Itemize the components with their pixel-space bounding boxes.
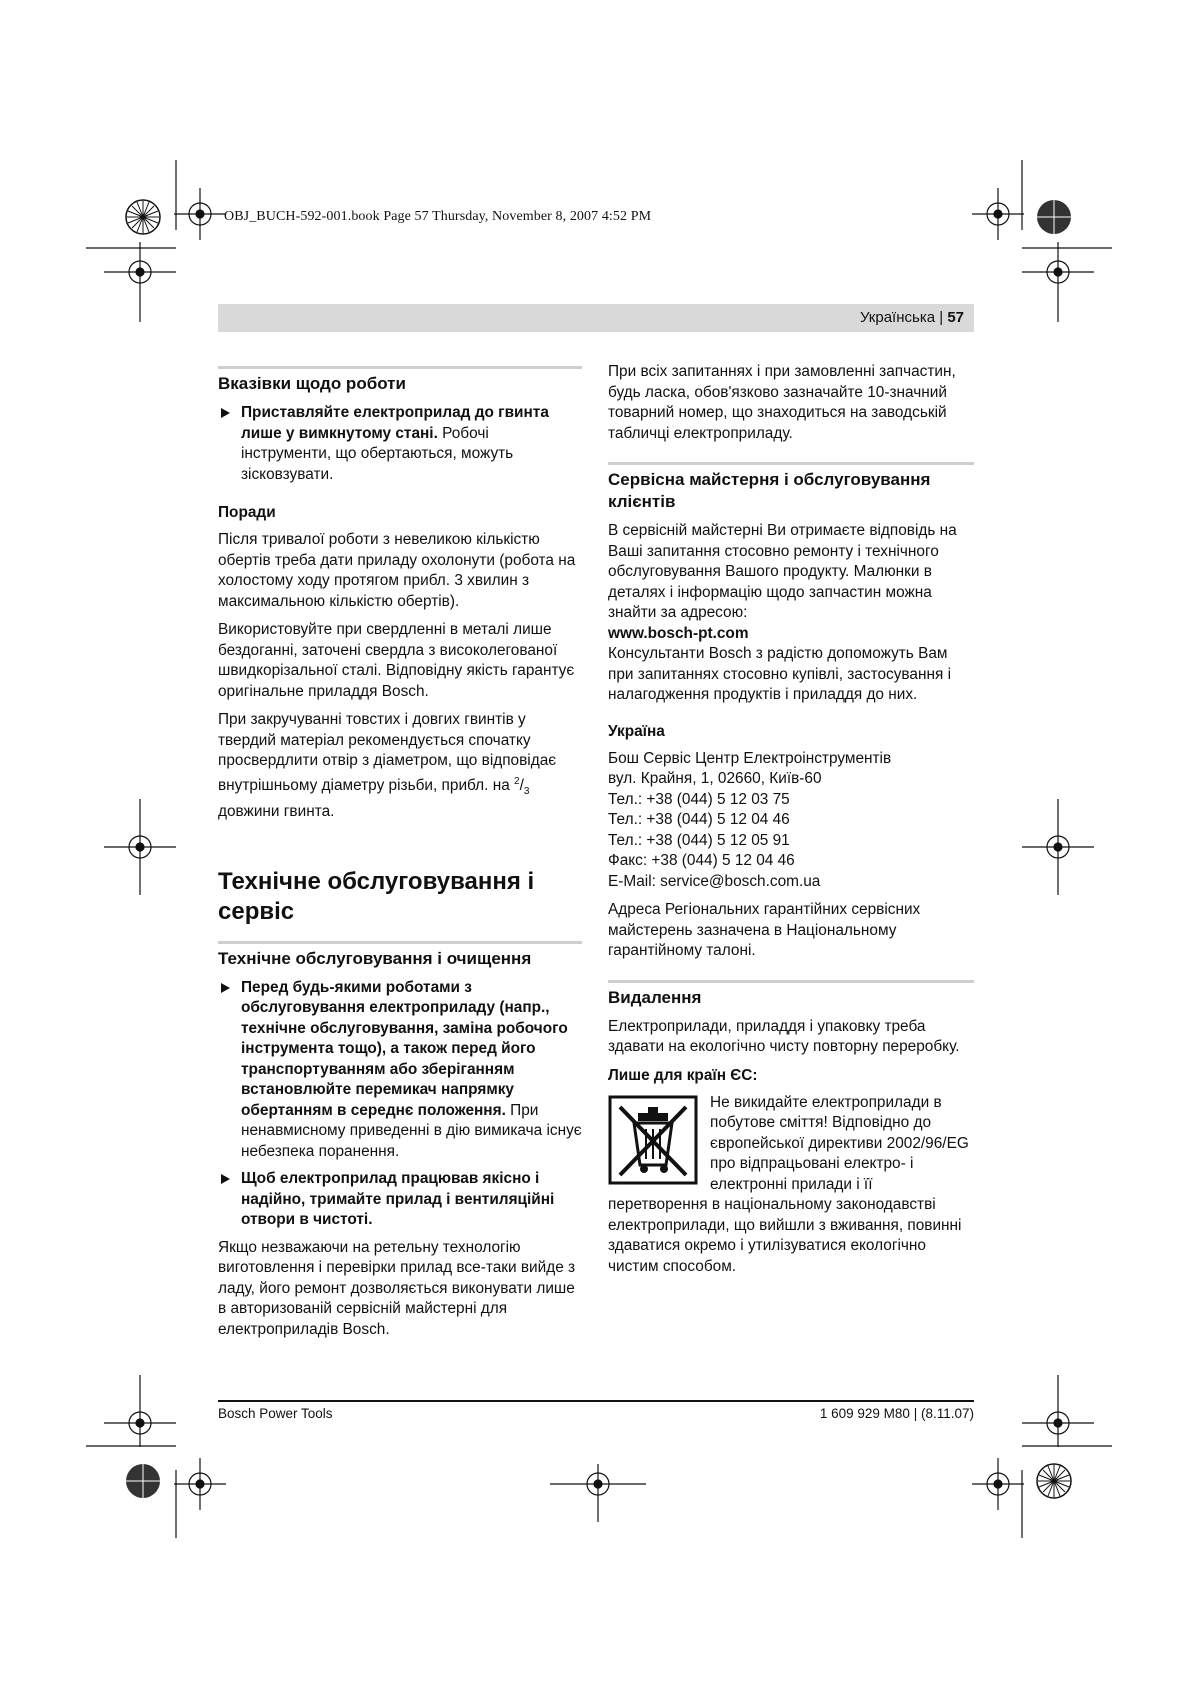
header-separator: | (939, 309, 944, 326)
bullet-bold-text: Щоб електроприлад працював якісно і надійно, тримайте прилад і вентиляційні отвори в чистоті. (241, 1170, 555, 1229)
maintenance-paragraph: Якщо незважаючи на ретельну технологію виготовлення і перевірки прилад все-таки вийде з ладу, його ремонт дозволяється виконувати лише в авторизованій сервісній майстерні для електроприладів Bosch. (218, 1238, 576, 1338)
page-number: 57 (947, 309, 964, 326)
phone-line: Тел.: +38 (044) 5 12 03 75 (608, 790, 790, 808)
bullet-text: Робочі інструменти, що обертаються, можуть зісковзувати. (241, 424, 514, 483)
crossed-bin-icon (608, 1095, 698, 1185)
crosshair-icon (550, 1464, 646, 1522)
crosshair-icon (104, 799, 176, 895)
work-tips-heading: Вказівки щодо роботи (218, 374, 406, 393)
header-label (860, 309, 964, 326)
crosshair-icon (1022, 1375, 1094, 1447)
registration-disc-icon (126, 1464, 160, 1498)
maintenance-subheading: Технічне обслуговування і очищення (218, 948, 532, 968)
email-link[interactable]: E-Mail: service@bosch.com.ua (608, 872, 821, 890)
weee-text: Не викидайте електроприлади в побутове сміття! Відповідно до європейської директиви 2002/96/EG про відпрацьовані електро- і електронні прилади і її перетворення в національному законодавстві електроприлади, що вийшли з вживання, повинні здаватися окремо і утилізуватися екологічно чистим способом. (608, 1093, 969, 1275)
bullet-bold-text: Приставляйте електроприлад до гвинта лише у вимкнутому стані. (241, 404, 549, 442)
section-rule (608, 462, 974, 465)
fraction-numerator: 2 (514, 775, 520, 787)
registration-starburst-icon (126, 200, 160, 234)
bullet-arrow-icon (221, 408, 230, 418)
bullet-text: При ненавмисному приведенні в дію вимикача існує небезпека поранення. (241, 1101, 582, 1160)
weee-block (608, 1093, 974, 1278)
phone-line: Тел.: +38 (044) 5 12 05 91 (608, 831, 790, 849)
fax-line: Факс: +38 (044) 5 12 04 46 (608, 852, 795, 869)
fraction-slash: / (519, 776, 524, 794)
bullet-bold-text: Перед будь-якими роботами з обслуговування електроприладу (напр., технічне обслуговування, заміна робочого інструмента тощо), а також перед його транспортуванням або зберіганням встановлюйте перемикач напрямку обертанням в середнє положення. (241, 978, 568, 1119)
crosshair-icon (1022, 799, 1094, 895)
service-paragraph-1: В сервісній майстерні Ви отримаєте відповідь на Ваші запитання стосовно ремонту і технічного обслуговування Вашого продукту. Малюнки в деталях і інформацію щодо запчастин можна знайти за адресою: (608, 522, 957, 621)
hints-p3-text: При закручуванні товстих і довгих гвинтів у твердий матеріал рекомендується спочатку просвердлити отвір з діаметром, що відповідає внутрішньому діаметру різьби, прибл. на (218, 711, 557, 794)
section-rule (218, 366, 582, 369)
hints-paragraph-1: Після тривалої роботи з невеликою кількістю обертів треба дати приладу охолонути (робота на холостому ходу протягом прибл. 3 хвилин з максимальною кількістю обертів). (218, 531, 576, 610)
right-column (608, 362, 974, 1277)
regional-service-paragraph: Адреса Регіональних гарантійних сервісних майстерень зазначена в Національному гарантійному талоні. (608, 901, 921, 959)
left-column (218, 366, 582, 1348)
crosshair-icon (972, 1458, 1024, 1510)
address-line: Бош Сервіс Центр Електроінструментів (608, 749, 892, 767)
maintenance-bullet-1 (218, 978, 582, 1163)
crosshair-icon (1022, 242, 1094, 322)
section-rule (218, 941, 582, 944)
service-paragraph-2: Консультанти Bosch з радістю допоможуть Вам при запитаннях стосовно купівлі, застосування і налагодження продуктів і приладдя до них. (608, 645, 951, 703)
crosshair-icon (972, 188, 1024, 240)
maintenance-bullet-2 (218, 1169, 582, 1231)
hints-heading: Поради (218, 504, 276, 521)
ukraine-heading: Україна (608, 722, 665, 740)
footer-brand: Bosch Power Tools (218, 1406, 333, 1421)
maintenance-title: Технічне обслуговування і сервіс (218, 867, 535, 925)
crosshair-icon (174, 188, 226, 240)
print-slug: OBJ_BUCH-592-001.book Page 57 Thursday, November 8, 2007 4:52 PM (224, 209, 652, 224)
section-rule (608, 980, 974, 983)
header-language: Українська (859, 309, 936, 326)
disposal-heading: Видалення (608, 987, 702, 1007)
bosch-url-link[interactable]: www.bosch-pt.com (608, 624, 749, 642)
work-tips-bullet (218, 403, 582, 485)
hints-p3-end: довжини гвинта. (218, 803, 335, 821)
eu-heading: Лише для країн ЄС: (608, 1066, 758, 1084)
bullet-arrow-icon (221, 983, 230, 993)
bullet-arrow-icon (221, 1174, 230, 1184)
address-line: вул. Крайня, 1, 02660, Київ-60 (608, 770, 822, 787)
crosshair-icon (104, 1375, 176, 1447)
fraction-denominator: 3 (523, 785, 530, 797)
spare-parts-intro: При всіх запитаннях і при замовленні запчастин, будь ласка, обов'язково зазначайте 10-значний товарний номер, що знаходиться на заводській табличці електроприладу. (608, 363, 956, 442)
hints-paragraph-2: Використовуйте при свердленні в металі лише бездоганні, заточені свердла з високолегованої швидкорізальної сталі. Відповідну якість гарантує оригінальне приладдя Bosch. (218, 621, 575, 700)
registration-disc-icon (1037, 200, 1071, 234)
hints-paragraph-3 (218, 710, 582, 823)
crosshair-icon (104, 242, 176, 322)
phone-line: Тел.: +38 (044) 5 12 04 46 (608, 811, 790, 828)
service-heading: Сервісна майстерня і обслуговування клієнтів (608, 470, 931, 511)
footer-rule (218, 1400, 974, 1402)
disposal-paragraph: Електроприлади, приладдя і упаковку треба здавати на екологічно чисту повторну переробку. (608, 1017, 960, 1055)
footer-doc-number: 1 609 929 M80 | (8.11.07) (819, 1406, 974, 1421)
page-header (218, 304, 974, 332)
crosshair-icon (174, 1458, 226, 1510)
registration-starburst-icon (1037, 1464, 1071, 1498)
